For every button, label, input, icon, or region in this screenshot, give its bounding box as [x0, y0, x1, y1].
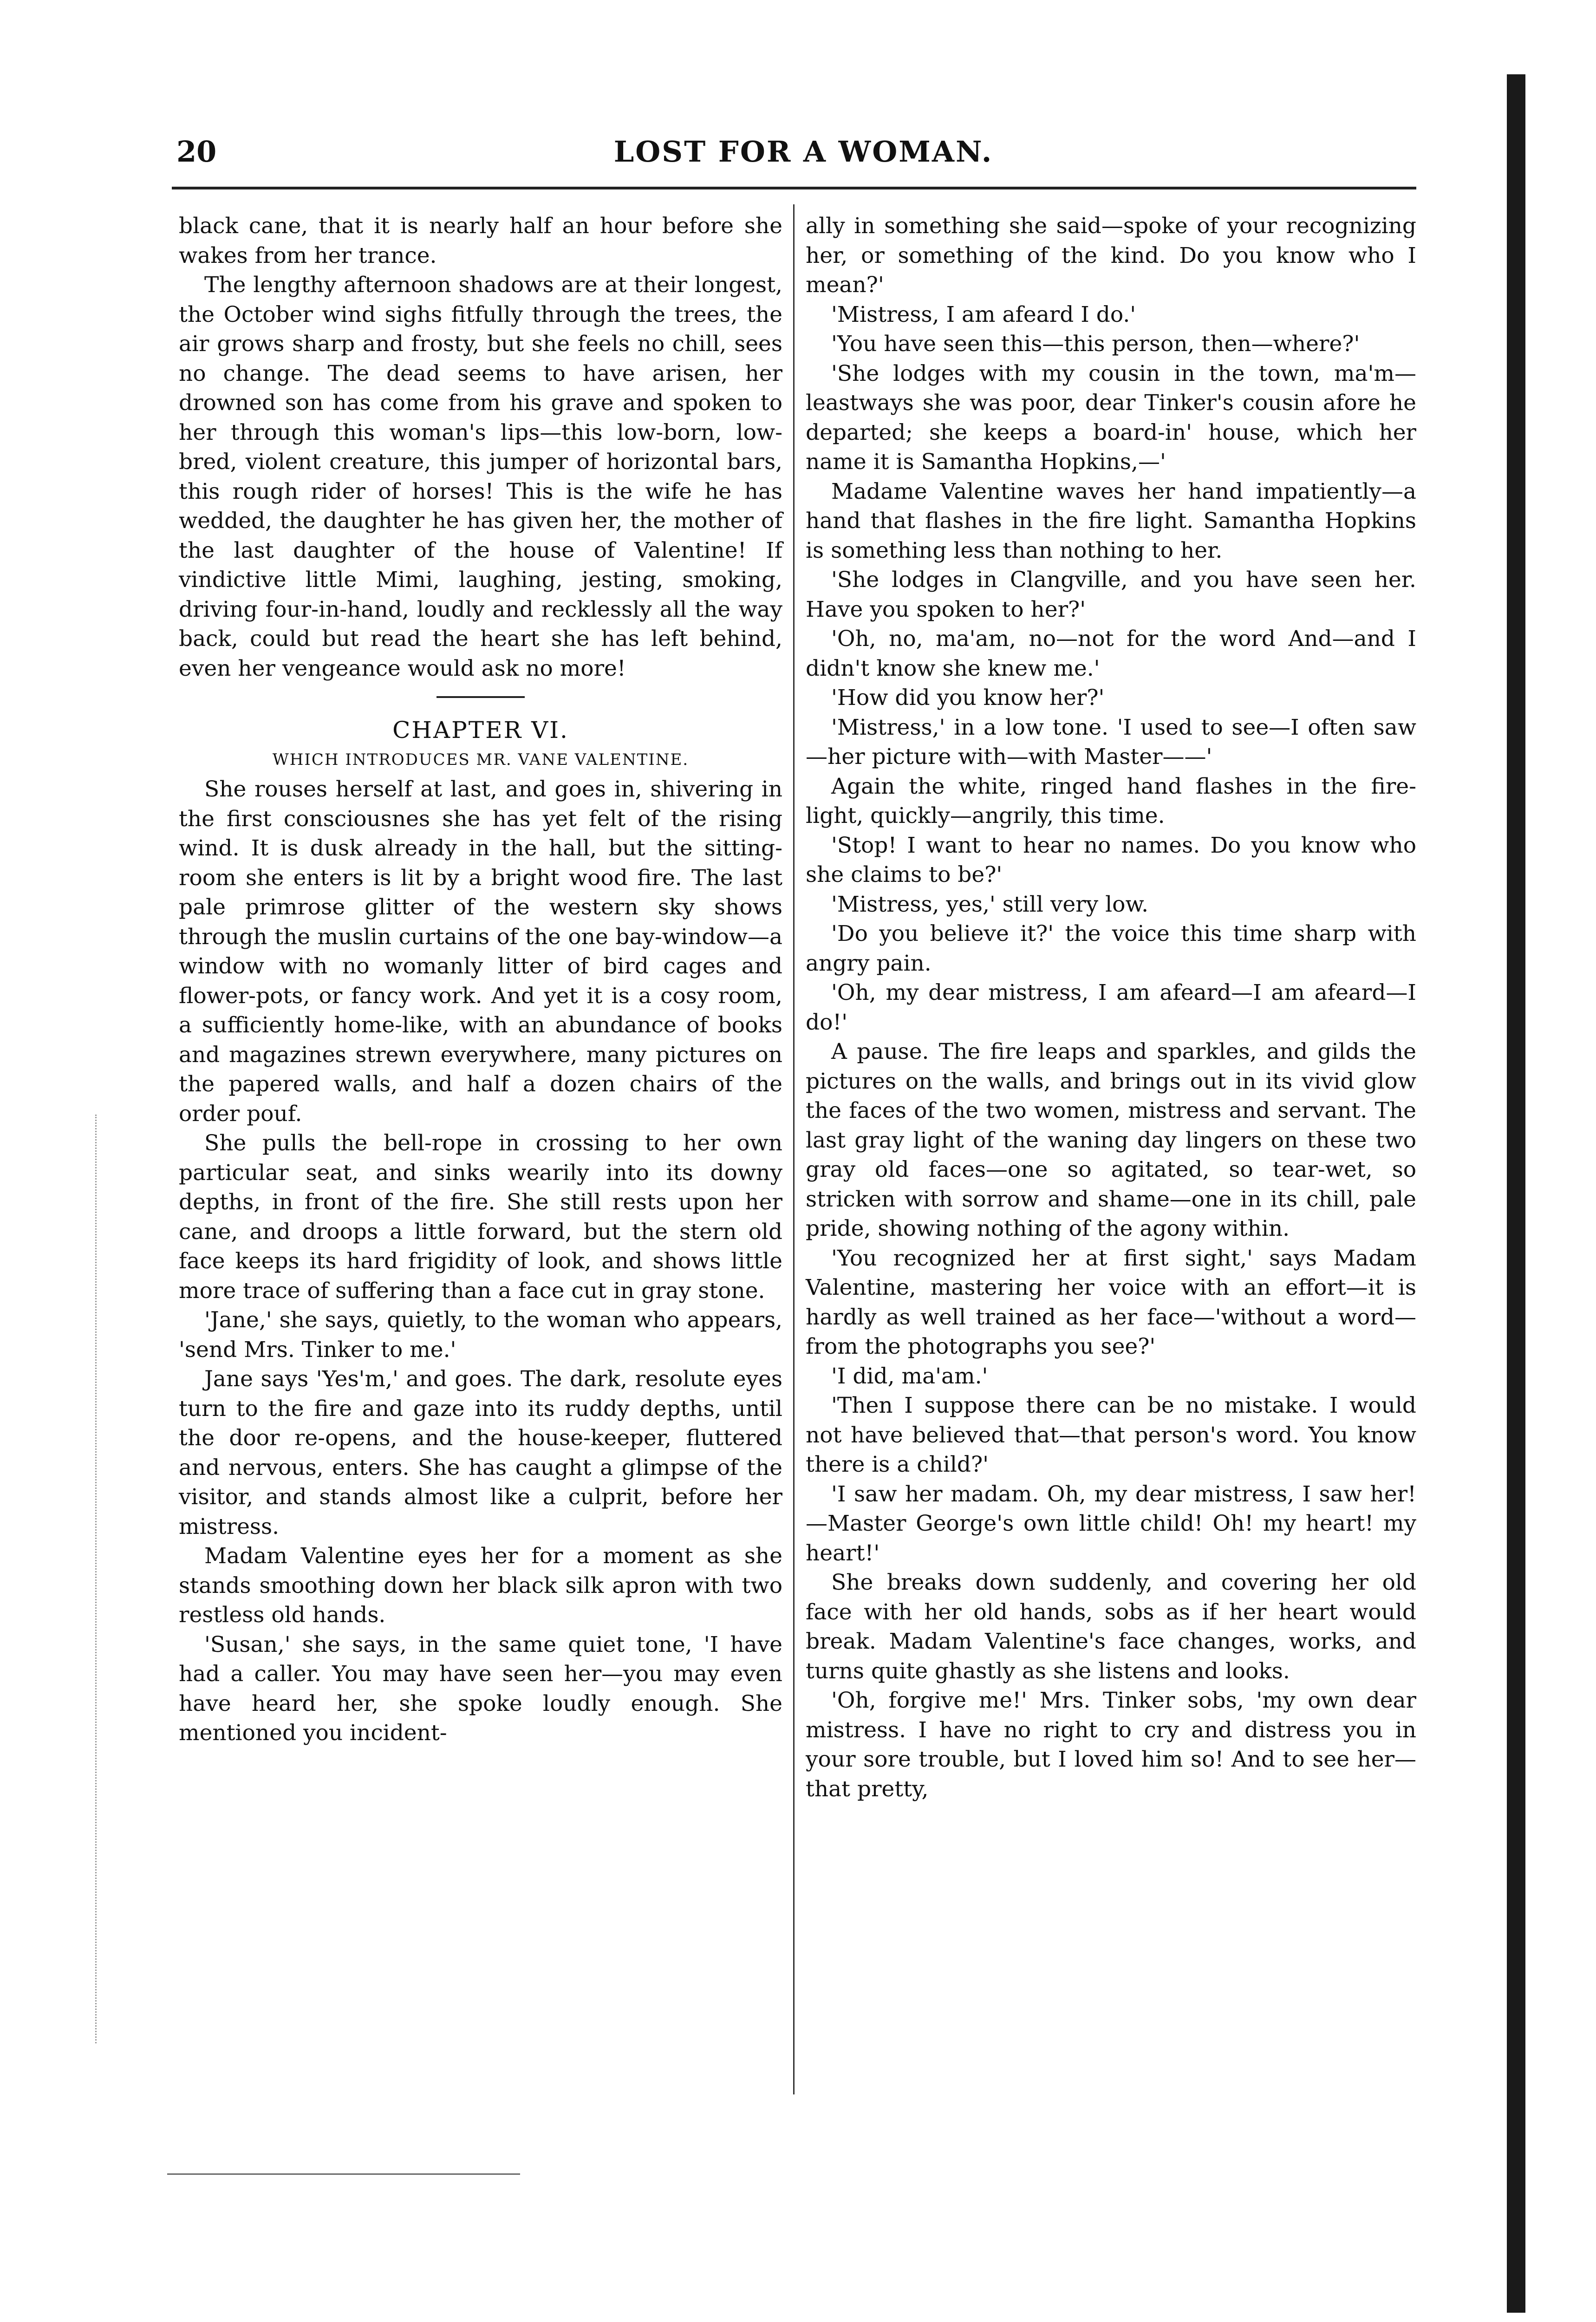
page-edge-bar	[1507, 74, 1525, 2313]
paragraph: 'I saw her madam. Oh, my dear mistress, I saw her!—Master George's own little child! Oh! my heart! my heart!'	[806, 1481, 1416, 1566]
paragraph: 'You recognized her at first sight,' says Madam Valentine, mastering her voice with an effort—it is hardly as well trained as her face—'without a word—from the photographs you see?'	[806, 1245, 1416, 1359]
paragraph: Again the white, ringed hand flashes in the fire-light, quickly—angrily, this time.	[806, 773, 1416, 828]
paragraph: 'Jane,' she says, quietly, to the woman who appears, 'send Mrs. Tinker to me.'	[179, 1307, 782, 1363]
right-column	[806, 211, 1416, 1804]
paragraph: 'You have seen this—this person, then—where?'	[831, 331, 1360, 357]
paragraph: 'Then I suppose there can be no mistake. I would not have believed that—that person's word. You know there is a child?'	[806, 1393, 1416, 1477]
paragraph: 'Stop! I want to hear no names. Do you know who she claims to be?'	[806, 832, 1416, 887]
paragraph: Jane says 'Yes'm,' and goes. The dark, resolute eyes turn to the fire and gaze into its ruddy depths, until the door re-opens, and the house-keeper, fluttered and nervous, enters. She has caught a glimpse of the visitor, and stands almost like a culprit, before her mistress.	[179, 1366, 782, 1539]
paragraph: 'I did, ma'am.'	[831, 1363, 988, 1389]
chapter-rule	[436, 696, 525, 698]
paragraph: 'Susan,' she says, in the same quiet tone, 'I have had a caller. You may have seen her—you may even have heard her, she spoke loudly enough. She mentioned you incident-	[179, 1631, 782, 1746]
paragraph: black cane, that it is nearly half an hour before she wakes from her trance.	[179, 213, 782, 268]
chapter-heading: CHAPTER VI.	[392, 717, 569, 744]
paragraph: 'She lodges in Clangville, and you have seen her. Have you spoken to her?'	[806, 567, 1416, 622]
paragraph: 'Mistress, I am afeard I do.'	[831, 301, 1136, 327]
column-divider	[793, 204, 795, 2094]
margin-marks	[95, 1115, 115, 2043]
paragraph: ally in something she said—spoke of your recognizing her, or something of the kind. Do you know who I mean?'	[806, 213, 1416, 298]
paragraph: 'Mistress, yes,' still very low.	[831, 891, 1149, 917]
paragraph: She pulls the bell-rope in crossing to her own particular seat, and sinks wearily into its downy depths, in front of the fire. She still rests upon her cane, and droops a little forward, but the stern old face keeps its hard frigidity of look, and shows little more trace of suffering than a face cut in gray stone.	[179, 1130, 782, 1304]
paragraph: She rouses herself at last, and goes in, shivering in the first consciousnes she has yet felt of the rising wind. It is dusk already in the hall, but the sitting-room she enters is lit by a bright wood fire. The last pale primrose glitter of the western sky shows through the muslin curtains of the one bay-window—a window with no womanly litter of bird cages and flower-pots, or fancy work. And yet it is a cosy room, a sufficiently home-like, with an abundance of books and magazines strewn everywhere, many pictures on the papered walls, and half a dozen chairs of the order pouf.	[179, 776, 782, 1127]
paragraph: 'Oh, my dear mistress, I am afeard—I am afeard—I do!'	[806, 980, 1416, 1035]
paragraph: She breaks down suddenly, and covering her old face with her old hands, sobs as if her heart would break. Madam Valentine's face changes, works, and turns quite ghastly as she listens and looks.	[806, 1570, 1416, 1684]
paragraph: 'Oh, forgive me!' Mrs. Tinker sobs, 'my own dear mistress. I have no right to cry and distress you in your sore trouble, but I loved him so! And to see her—that pretty,	[806, 1688, 1416, 1802]
running-title: LOST FOR A WOMAN.	[613, 135, 993, 169]
header-rule	[172, 187, 1416, 189]
paragraph: A pause. The fire leaps and sparkles, and gilds the pictures on the walls, and brings out in its vivid glow the faces of the two women, mistress and servant. The last gray light of the waning day lingers on these two gray old faces—one so agitated, so tear-wet, so stricken with sorrow and shame—one in its chill, pale pride, showing nothing of the agony within.	[806, 1039, 1416, 1241]
chapter-subtitle: WHICH INTRODUCES MR. VANE VALENTINE.	[272, 750, 689, 769]
paragraph: 'How did you know her?'	[831, 685, 1105, 711]
paragraph: Madame Valentine waves her hand impatiently—a hand that flashes in the fire light. Samantha Hopkins is something less than nothing to her.	[806, 478, 1416, 563]
paragraph: 'Mistress,' in a low tone. 'I used to see—I often saw—her picture with—with Master——'	[806, 714, 1416, 770]
paragraph: 'She lodges with my cousin in the town, ma'm—leastways she was poor, dear Tinker's cousin afore he departed; she keeps a board-in' house, which her name it is Samantha Hopkins,—'	[806, 360, 1416, 475]
left-column	[179, 211, 782, 1748]
page-number: 20	[176, 135, 217, 169]
page-header	[176, 135, 1430, 186]
footer-rule	[167, 2173, 520, 2175]
paragraph: Madam Valentine eyes her for a moment as she stands smoothing down her black silk apron with two restless old hands.	[179, 1543, 782, 1628]
paragraph: The lengthy afternoon shadows are at their longest, the October wind sighs fitfully through the trees, the air grows sharp and frosty, but she feels no chill, sees no change. The dead seems to have arisen, her drowned son has come from his grave and spoken to her through this woman's lips—this low-born, low-bred, violent creature, this jumper of horizontal bars, this rough rider of horses! This is the wife he has wedded, the daughter he has given her, the mother of the last daughter of the house of Valentine! If vindictive little Mimi, laughing, jesting, smoking, driving four-in-hand, loudly and recklessly all the way back, could but read the heart she has left behind, even her vengeance would ask no more!	[179, 272, 782, 681]
paragraph: 'Do you believe it?' the voice this time sharp with angry pain.	[806, 921, 1416, 976]
paragraph: 'Oh, no, ma'am, no—not for the word And—and I didn't know she knew me.'	[806, 626, 1416, 681]
